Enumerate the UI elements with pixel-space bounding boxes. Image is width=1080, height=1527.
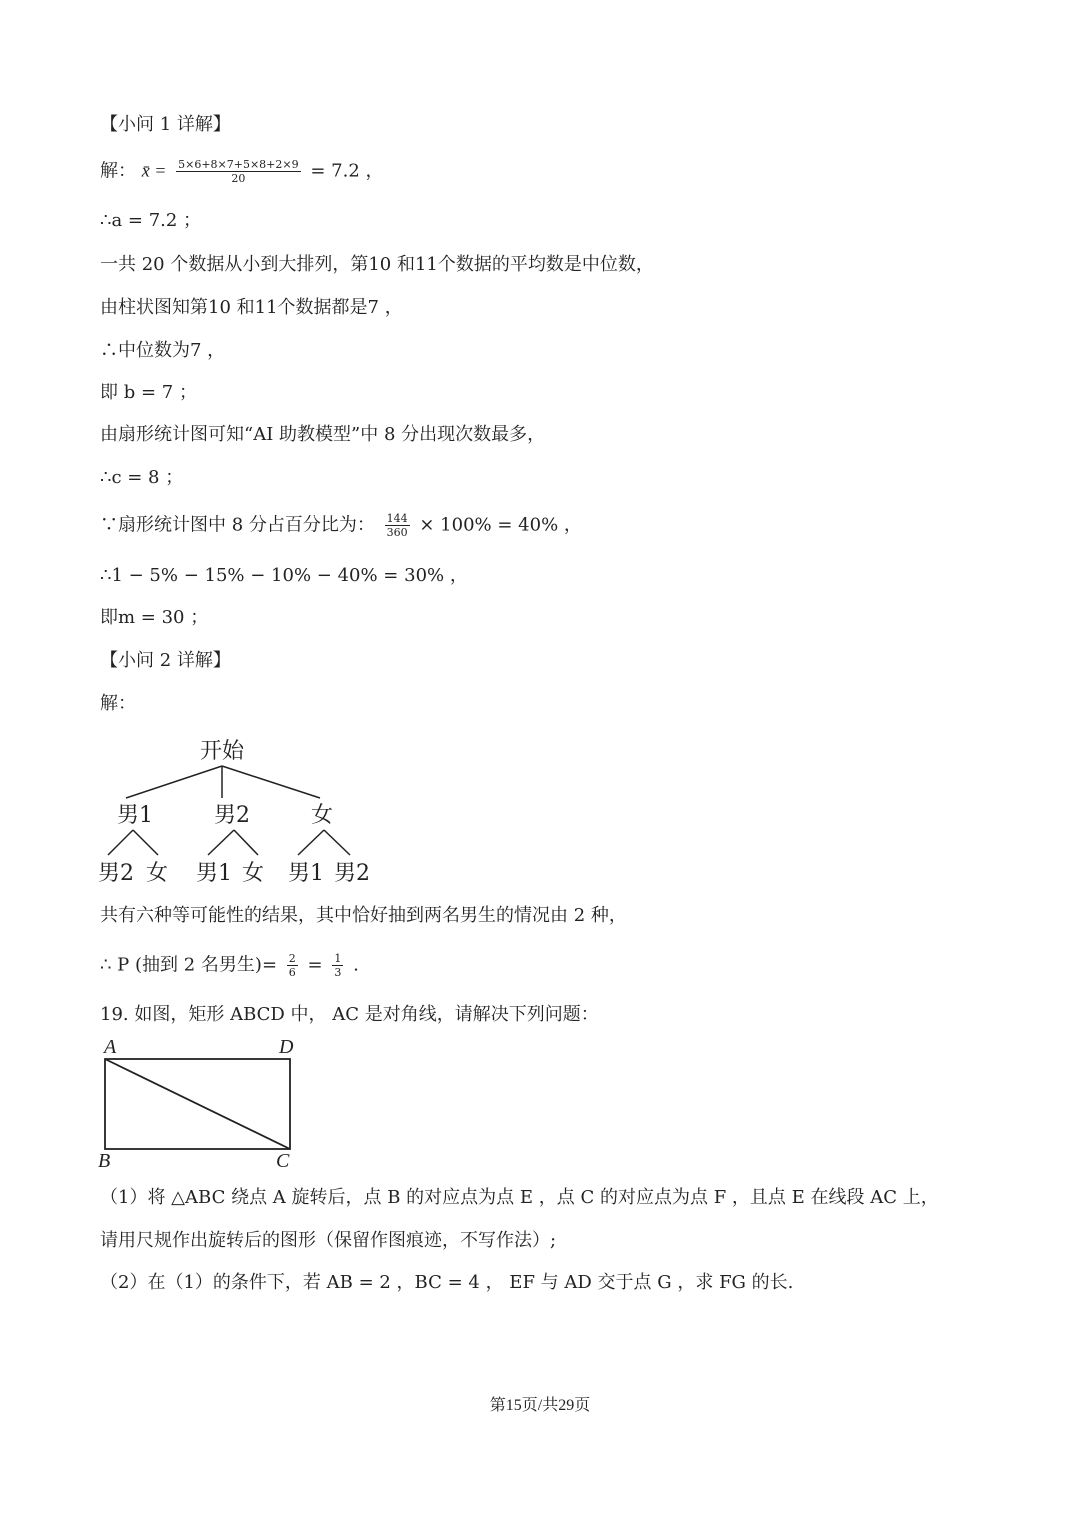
mean-fraction-numerator: 5×6+8×7+5×8+2×9 — [178, 158, 299, 171]
m-value-line: 即m = 30 ； — [100, 607, 209, 628]
median-explanation-line: 一共 20 个数据从小到大排列，第10 和11个数据的平均数是中位数， — [100, 254, 654, 275]
section1-heading: 【小问 1 详解】 — [100, 114, 231, 135]
m-calculation-line: ∴1 − 5% − 15% − 10% − 40% = 30% ， — [100, 565, 468, 586]
fraction-2-numerator: 1 — [334, 952, 342, 965]
tree-level2-item: 男1 — [196, 861, 232, 886]
fraction-1-denominator: 6 — [288, 966, 296, 979]
percent-result: × 100% = 40% ， — [419, 514, 582, 536]
bar-chart-line: 由柱状图知第10 和11个数据都是7 ， — [100, 297, 403, 318]
tree-root: 开始 — [200, 739, 245, 764]
c-value-line: ∴c = 8 ； — [100, 467, 184, 488]
equals-sign: = — [307, 954, 323, 976]
question1-line1: （1）将 △ABC 绕点 A 旋转后，点 B 的对应点为点 E ，点 C 的对应点为点 F ，且点 E 在线段 AC 上， — [100, 1187, 939, 1208]
mean-symbol: x̄ = — [141, 160, 167, 181]
mean-fraction-denominator: 20 — [231, 172, 246, 185]
tree-level2-item: 男1 — [288, 861, 324, 886]
solution-prefix-2: 解： — [100, 693, 136, 714]
page-footer: 第15页/共29页 — [489, 1397, 591, 1414]
point-c-label: C — [276, 1150, 290, 1172]
problem19-stem: 19. 如图，矩形 ABCD 中， AC 是对角线，请解决下列问题： — [100, 1004, 599, 1025]
percent-fraction-numerator: 144 — [386, 512, 408, 525]
b-value-line: 即 b = 7 ； — [100, 382, 197, 403]
mean-result: = 7.2 ， — [310, 160, 384, 182]
tree-level2-item: 男2 — [334, 861, 370, 886]
percent-prefix: ∵扇形统计图中 8 分占百分比为： — [100, 514, 375, 536]
point-a-label: A — [104, 1036, 117, 1058]
tree-level2-item: 女 — [242, 861, 265, 886]
tree-level1-item: 女 — [311, 803, 334, 828]
tree-level1-item: 男2 — [214, 803, 250, 828]
point-d-label: D — [279, 1036, 294, 1058]
probability-suffix: . — [353, 954, 359, 976]
tree-level2-item: 男2 — [98, 861, 134, 886]
fraction-1-numerator: 2 — [288, 952, 296, 965]
a-value-line: ∴a = 7.2 ； — [100, 210, 202, 231]
median-line: ∴中位数为7 ， — [100, 340, 226, 361]
section2-heading: 【小问 2 详解】 — [100, 650, 231, 671]
solution-prefix: 解： — [100, 160, 136, 182]
tree-level2-item: 女 — [146, 861, 169, 886]
question1-line2: 请用尺规作出旋转后的图形（保留作图痕迹，不写作法）; — [100, 1230, 557, 1251]
mode-explanation-line: 由扇形统计图可知“AI 助教模型”中 8 分出现次数最多， — [100, 424, 546, 445]
tree-level1-item: 男1 — [117, 803, 153, 828]
fraction-2-denominator: 3 — [334, 966, 342, 979]
probability-prefix: ∴ P (抽到 2 名男生)= — [100, 954, 278, 976]
question2-line: （2）在（1）的条件下，若 AB = 2 ，BC = 4 ， EF 与 AD 交于点 G ，求 FG 的长. — [100, 1272, 794, 1293]
percent-fraction-denominator: 360 — [386, 526, 408, 539]
outcomes-line: 共有六种等可能性的结果，其中恰好抽到两名男生的情况由 2 种， — [100, 905, 627, 926]
point-b-label: B — [98, 1150, 111, 1172]
